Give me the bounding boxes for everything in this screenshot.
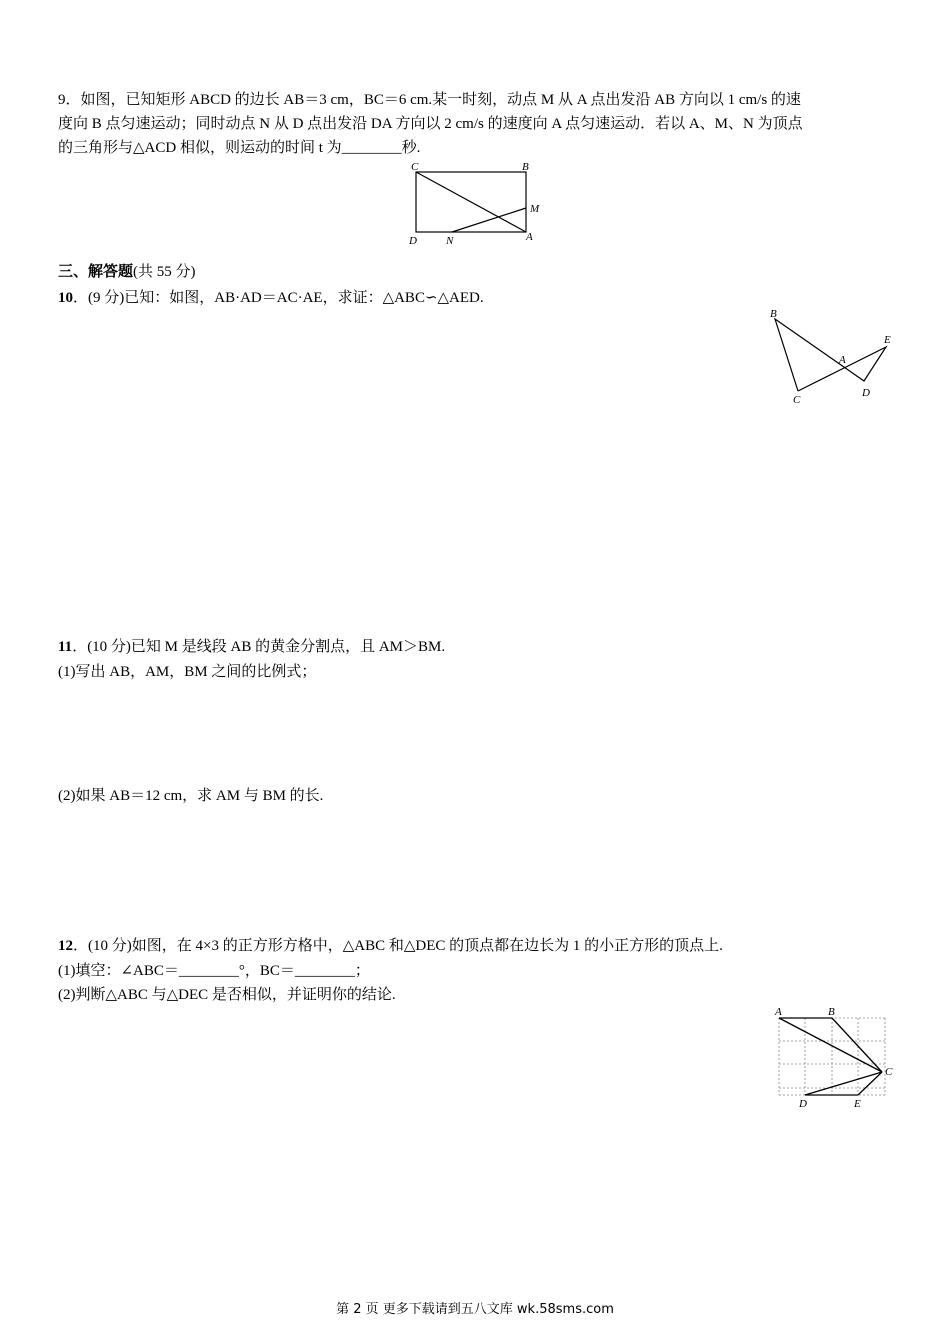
label-c: C: [411, 161, 419, 173]
section-3-title: 三、解答题: [58, 264, 134, 280]
question-10: [58, 289, 484, 307]
q12-number: 12: [58, 938, 73, 954]
section-3-points: (共 55 分): [133, 264, 196, 280]
q11-part-2: (2)如果 AB＝12 cm，求 AM 与 BM 的长.: [58, 788, 324, 804]
label-m: M: [530, 203, 540, 215]
q9-line-3: 的三角形与△ACD 相似，则运动的时间 t 为________秒.: [58, 140, 421, 156]
label-a: A: [775, 1006, 782, 1018]
segment-ac: [779, 1018, 882, 1072]
figure-9-rectangle: [400, 158, 550, 250]
label-c: C: [793, 394, 801, 406]
question-9: [58, 88, 894, 160]
label-c: C: [885, 1066, 893, 1078]
q12-part-2: (2)判断△ABC 与△DEC 是否相似，并证明你的结论.: [58, 987, 396, 1003]
q11-number: 11: [58, 639, 73, 655]
label-b: B: [522, 161, 529, 173]
label-d: D: [799, 1098, 807, 1110]
segment-c-b-e: [775, 319, 886, 391]
q9-line-2: 度向 B 点匀速运动；同时动点 N 从 D 点出发沿 DA 方向以 2 cm/s 的速度向 A 点匀速运动．若以 A、M、N 为顶点: [58, 116, 803, 132]
label-a: A: [526, 231, 533, 243]
q12-text: ．(10 分)如图，在 4×3 的正方形方格中，△ABC 和△DEC 的顶点都在边长为 1 的小正方形的顶点上.: [73, 938, 723, 954]
q12-part-1: (1)填空：∠ABC＝________°，BC＝________；: [58, 963, 370, 979]
question-12: [58, 937, 723, 955]
label-a: A: [839, 354, 846, 366]
q9-line-1: 9．如图，已知矩形 ABCD 的边长 AB＝3 cm，BC＝6 cm.某一时刻，动点 M 从 A 点出发沿 AB 方向以 1 cm/s 的速: [58, 92, 801, 108]
label-e: E: [884, 334, 891, 346]
question-11: [58, 638, 445, 656]
page-footer: 第 2 页 更多下载请到五八文库 wk.58sms.com: [336, 1302, 614, 1317]
q10-number: 10: [58, 290, 73, 306]
label-d: D: [862, 387, 870, 399]
label-e: E: [854, 1098, 861, 1110]
q10-text: ．(9 分)已知：如图，AB·AD＝AC·AE，求证：△ABC∽△AED.: [73, 290, 484, 306]
label-b: B: [770, 308, 777, 320]
segment-ca: [416, 172, 526, 232]
label-n: N: [446, 235, 454, 247]
section-3-heading: [58, 263, 196, 281]
figure-12-grid: [770, 1004, 900, 1114]
q11-text: ．(10 分)已知 M 是线段 AB 的黄金分割点，且 AM＞BM.: [72, 639, 446, 655]
label-b: B: [828, 1006, 835, 1018]
q11-part-1: (1)写出 AB，AM，BM 之间的比例式；: [58, 664, 317, 680]
label-d: D: [409, 235, 417, 247]
figure-10-butterfly: [765, 305, 900, 410]
